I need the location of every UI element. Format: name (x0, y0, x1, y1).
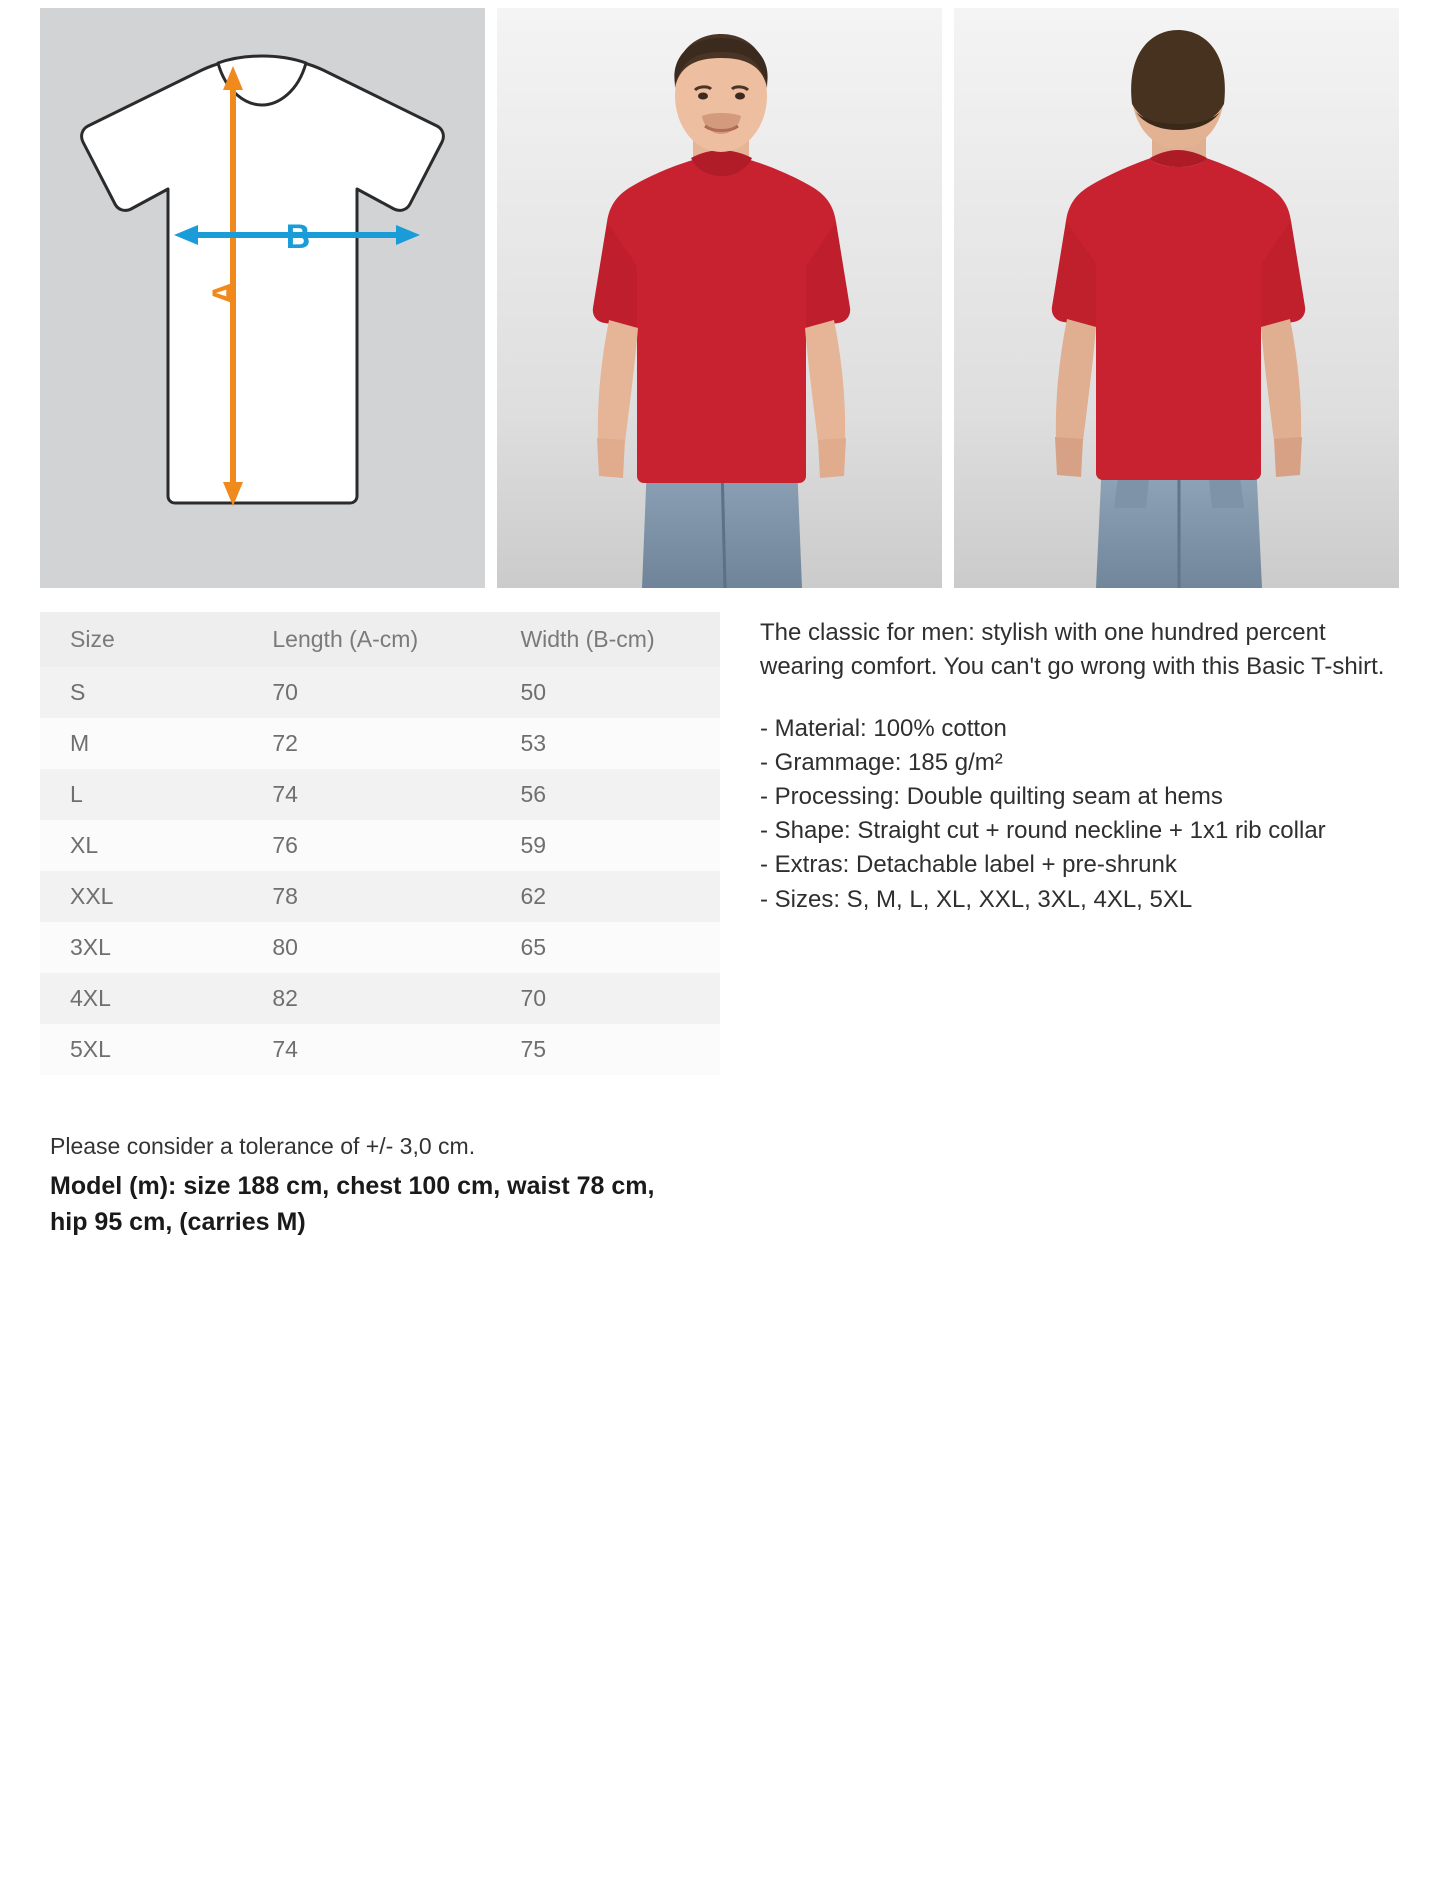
tolerance-note: Please consider a tolerance of +/- 3,0 cm. (50, 1133, 476, 1159)
table-row (40, 820, 720, 871)
bullet-material: - Material: 100% cotton (760, 715, 1007, 743)
cell-size: L (70, 781, 83, 807)
bullet-processing: - Processing: Double quilting seam at hems (760, 783, 1223, 811)
cell-width: 65 (520, 934, 547, 960)
cell-width: 75 (520, 1036, 547, 1062)
table-row (40, 718, 720, 769)
table-row (40, 1024, 720, 1075)
cell-size: 3XL (70, 934, 111, 960)
model-note: Model (m): size 188 cm, chest 100 cm, waist 78 cm, hip 95 cm, (carries M) (50, 1172, 655, 1237)
column-header-length: Length (A-cm) (272, 626, 419, 652)
tshirt-measure-diagram (40, 8, 485, 588)
description-bullets (760, 712, 1405, 916)
back-view-photo (954, 8, 1399, 588)
cell-length: 80 (272, 934, 298, 960)
cell-length: 70 (272, 679, 298, 705)
cell-length: 76 (272, 832, 298, 858)
cell-width: 70 (520, 985, 547, 1011)
size-table-wrapper (40, 612, 720, 1075)
table-header-row (40, 612, 720, 667)
cell-size: XL (70, 832, 99, 858)
cell-width: 59 (520, 832, 547, 858)
footer-notes (0, 1075, 720, 1241)
bullet-extras: - Extras: Detachable label + pre-shrunk (760, 851, 1177, 879)
cell-width: 62 (520, 883, 547, 909)
details-section (0, 588, 1445, 1075)
table-row (40, 769, 720, 820)
cell-size: XXL (70, 883, 114, 909)
cell-size: 5XL (70, 1036, 111, 1062)
measurement-diagram-card (40, 8, 485, 588)
product-description (760, 612, 1405, 1075)
cell-width: 50 (520, 679, 547, 705)
product-image-strip (0, 0, 1445, 588)
size-chart-table (40, 612, 720, 1075)
bullet-grammage: - Grammage: 185 g/m² (760, 749, 1003, 777)
cell-size: M (70, 730, 90, 756)
description-spacer (760, 684, 1405, 712)
table-row (40, 973, 720, 1024)
column-header-size: Size (70, 626, 115, 652)
bullet-shape: - Shape: Straight cut + round neckline + 1x1 rib collar (760, 817, 1326, 845)
cell-length: 74 (272, 781, 298, 807)
cell-size: S (70, 679, 86, 705)
table-row (40, 922, 720, 973)
front-view-photo (497, 8, 942, 588)
table-row (40, 667, 720, 718)
cell-length: 78 (272, 883, 298, 909)
cell-size: 4XL (70, 985, 111, 1011)
table-row (40, 871, 720, 922)
cell-length: 72 (272, 730, 298, 756)
label-a: A (206, 280, 244, 306)
description-intro: The classic for men: stylish with one hundred percent wearing comfort. You can't go wrong with this Basic T-shirt. (760, 619, 1385, 681)
cell-length: 82 (272, 985, 298, 1011)
cell-width: 53 (520, 730, 547, 756)
front-model-illustration (497, 8, 942, 588)
cell-length: 74 (272, 1036, 298, 1062)
cell-width: 56 (520, 781, 547, 807)
bullet-sizes: - Sizes: S, M, L, XL, XXL, 3XL, 4XL, 5XL (760, 885, 1193, 913)
label-b: B (285, 218, 311, 256)
column-header-width: Width (B-cm) (520, 626, 655, 652)
back-model-illustration (954, 8, 1399, 588)
